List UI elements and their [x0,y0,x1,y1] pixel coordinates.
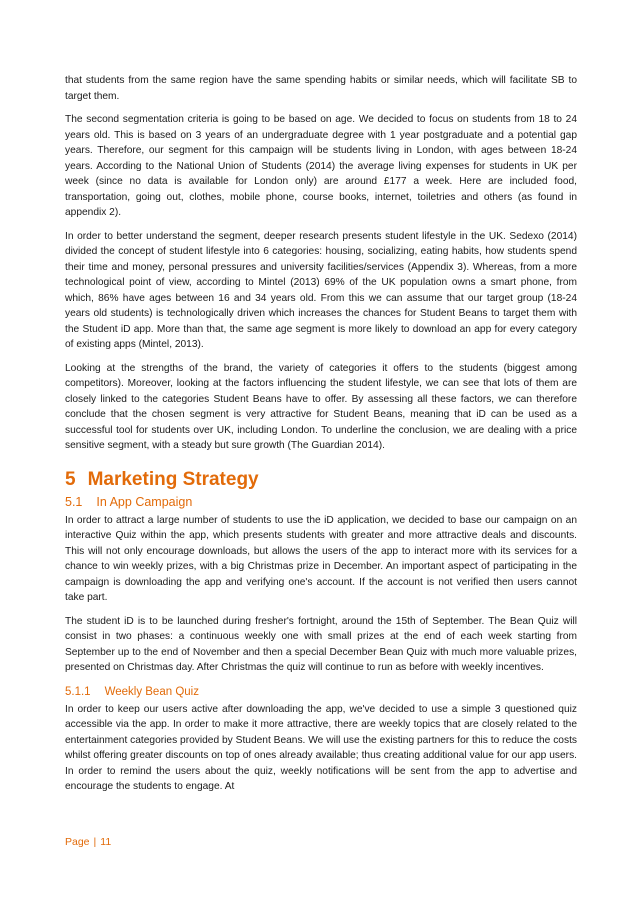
paragraph-segment-region: that students from the same region have the same spending habits or similar needs, which will facilitate SB to target them. [65,75,577,102]
page-footer [65,836,111,848]
section-title: Marketing Strategy [87,468,259,490]
subsubsection-title: Weekly Bean Quiz [104,685,199,698]
section-number: 5 [65,468,76,490]
subsection-heading [65,494,577,511]
footer-page-label: Page [65,836,90,848]
subsubsection-number: 5.1.1 [65,685,91,698]
paragraph-student-lifestyle: In order to better understand the segment, deeper research presents student lifestyle in the UK. Sedexo (2014) divided the concept of student lifestyle into 6 categories: housing, socializing, eating habits, how students spend their time and money, personal pressures and university facilities/services (Appendix 3). Whereas, from a more technological point of view, according to Mintel (2013) 69% of the UK population owns a smart phone, from which, 86% have ages between 16 and 34 years old. From this we can assume that our target group (18-24 years old students) is technologically driven which increases the chances for Student Beans to target them with the Student iD app. More than that, the same age segment is more likely to download an app for every category of existing apps (Mintel, 2013). [65,230,577,350]
footer-separator: | [93,836,97,848]
subsection-number: 5.1 [65,494,83,509]
section-heading [65,468,577,492]
page-content [65,73,577,803]
paragraph-campaign-intro: In order to attract a large number of students to use the iD application, we decided to base our campaign on an interactive Quiz within the app, which presents students with greater and more attractive deals and discounts. This will not only encourage downloads, but allows the users of the app to interact more with its services for a chance to win weekly prizes, with a big Christmas prize in December. An important aspect of participating in the campaign is downloading the app and verifying one's account. If the account is not verified then users cannot take part. [65,514,577,603]
footer-page-number: 11 [100,836,112,848]
subsection-title: In App Campaign [96,494,193,509]
paragraph-age-segmentation: The second segmentation criteria is going to be based on age. We decided to focus on students from 18 to 24 years old. This is based on 3 years of an undergraduate degree with 1 year postgraduate and a potential gap years. Therefore, our segment for this campaign will be students living in London, with ages between 18-24 years. According to the National Union of Students (2014) the average living expenses for students in UK per week (since no data is available for London only) are around £177 a week. Here are included food, transportation, going out, clothes, mobile phone, course books, internet, toiletries and others (as found in appendix 2). [65,114,577,218]
subsubsection-heading [65,684,577,700]
paragraph-campaign-launch: The student iD is to be launched during fresher's fortnight, around the 15th of September. The Bean Quiz will consist in two phases: a continuous weekly one with small prizes at the end of each week starting from September up to the end of November and then a special December Bean Quiz with much more valuable prizes, presented on Christmas day. After Christmas the quiz will continue to run as before with weekly incentives. [65,615,577,673]
paragraph-brand-strengths: Looking at the strengths of the brand, the variety of categories it offers to the students (biggest among competitors). Moreover, looking at the factors influencing the student lifestyle, we can see that lots of them are closely linked to the categories Student Beans have to offer. By assessing all these factors, we can therefore conclude that the chosen segment is very attractive for Student Beans, meaning that iD can be used as a successful tool for students over UK, including London. To underline the conclusion, we are dealing with a price sensitive segment, with a steady but sure growth (The Guardian 2014). [65,362,577,451]
paragraph-weekly-quiz: In order to keep our users active after downloading the app, we've decided to use a simple 3 questioned quiz accessible via the app. In order to make it more attractive, there are weekly topics that are closely related to the entertainment categories provided by Student Beans. We will use the existing partners for this to reduce the costs whilst offering greater discounts on top of ones already available; thus creating additional value for our app users. In order to remind the users about the quiz, weekly notifications will be sent from the app to advertise and encourage the students to engage. At [65,703,577,792]
